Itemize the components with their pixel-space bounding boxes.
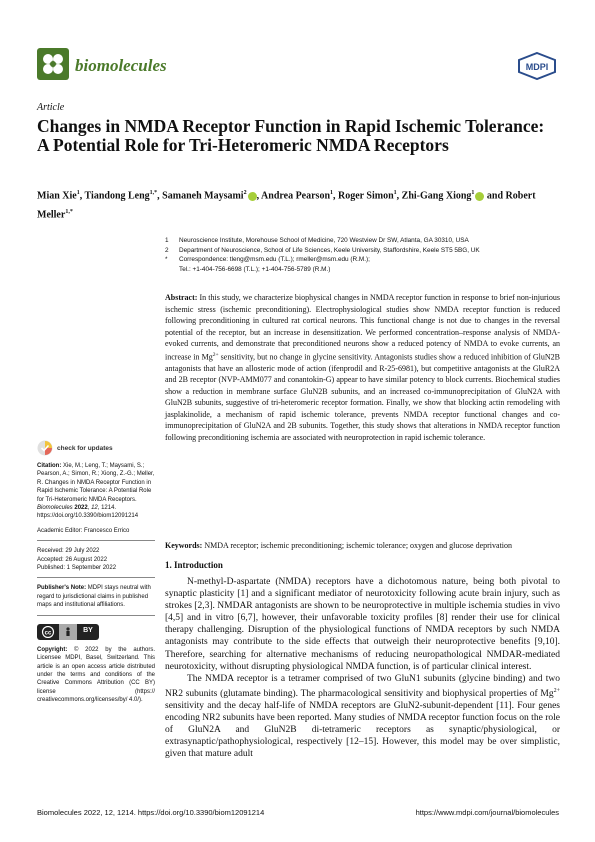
- cc-by-label: BY: [77, 624, 99, 640]
- page-footer: [37, 808, 559, 817]
- affiliation-row: [165, 246, 560, 256]
- affiliation-row: [165, 255, 560, 265]
- affiliation-row: [165, 236, 560, 246]
- author-affiliation-mark: 1: [76, 190, 80, 196]
- intro-p2-text-1: The NMDA receptor is a tetramer comprised of two GluN1 subunits (glycine binding) and two NR2 subunits (glutamate binding). The pharmacological sensitivity and biophysical properties of Mg: [165, 673, 560, 699]
- affiliation-mark: 2: [165, 246, 169, 254]
- abstract-label: Abstract:: [165, 293, 198, 302]
- keywords-label: Keywords:: [165, 541, 203, 550]
- sidebar-divider: [37, 615, 155, 616]
- footer-citation: Biomolecules 2022, 12, 1214. https://doi.org/10.3390/biom12091214: [37, 808, 265, 817]
- keywords-text: NMDA receptor; ischemic preconditioning; ischemic tolerance; oxygen and glucose deprivation: [204, 541, 513, 550]
- publishers-note: [37, 584, 155, 609]
- accepted-date: Accepted: 26 August 2022: [37, 556, 108, 563]
- author-affiliation-mark: 1,*: [65, 209, 73, 216]
- affiliations: [165, 236, 560, 274]
- journal-name: biomolecules: [75, 56, 167, 75]
- citation-year: 2022: [74, 505, 88, 512]
- attribution-icon: [59, 624, 77, 640]
- check-updates-icon: [37, 440, 53, 456]
- article-type: Article: [37, 102, 65, 113]
- intro-paragraph-1: N-methyl-D-aspartate (NMDA) receptors have a dichotomous nature, being both pivotal to synaptic plasticity [1] and a significant mediator of neurotoxicity following acute brain injury, such as strokes [2,3]. NMDAR antagonists are shown to be neuroprotective in multiple ischemia studies in vivo [4,5] and in vitro [6,7], however, their unfavorable toxicity profiles [8] render their use for clinical therapy challenging. Disruption of the physiological functions of NMDA receptors by such NMDA antagonists may contribute to the side effects that outweigh their neuroprotective benefits [9,10]. Therefore, searching for alternative mechanisms of reducing neuropathological NMDAR-mediated neurotoxicity, without disrupting physiological NMDA function, is of particular clinical interest.: [165, 577, 560, 672]
- citation-journal: Biomolecules: [37, 505, 73, 512]
- abstract-superscript: 2+: [212, 351, 219, 358]
- author-affiliation-mark: 2: [243, 190, 247, 196]
- svg-text:cc: cc: [44, 630, 52, 637]
- author-list: Mian Xie$^1$, Tiandong Leng$^{1,*}$, Samaneh Maysami$^2$ , Andrea Pearson$^1$, Roger Simon$^1$, Zhi-Gang Xiong$^1$ and Robert Meller$^{1,*}$: [37, 190, 536, 221]
- abstract: [165, 292, 560, 443]
- keywords: [165, 540, 560, 552]
- citation-label: Citation:: [37, 463, 62, 469]
- publishers-note-text: MDPI stays neutral with regard to jurisdictional claims in published maps and institutional affiliations.: [37, 585, 151, 609]
- creative-commons-icon: [37, 624, 59, 640]
- sidebar-divider: [37, 540, 155, 541]
- footer-url[interactable]: https://www.mdpi.com/journal/biomolecules: [415, 808, 559, 817]
- author-affiliation-mark: 1: [393, 190, 397, 196]
- copyright-text: © 2022 by the authors. Licensee MDPI, Basel, Switzerland. This article is an open access article distributed under the terms and conditions of the Creative Commons Attribution (CC BY) license (https:// creativecommons.org/licenses/by/ 4.0/).: [37, 646, 156, 704]
- citation-block: Citation: Xie, M.; Leng, T.; Maysami, S.; Pearson, A.; Simon, R.; Xiong, Z.-G.; Meller, R. Changes in NMDA Receptor Function in Rapid Ischemic Tolerance: A Potential Role for Tri-Heteromeric NMDA Receptors. Biomolecules 2022, 12, 1214. https://doi.org/10.3390/biom12091214: [37, 463, 155, 520]
- abstract-text-2: sensitivity, but no change in glycine sensitivity. Antagonists studies show a reduced inhibition of GluN2B antagonists that have an allosteric mode of action (ifenprodil and R-25-6981), but competitive antagonists at the GluR2A and 2B receptor (NVP-AMM077 and conantokin-G) appear to have similar potency to block currents. Biochemical studies show a reduction in membrane surface GluN2B subunits, and an increased co-immunoprecipitation of GluN2A with GluN2B subunits, suggestive of tri-heteromeric receptor formation. Finally, we show that blocking actin remodeling with jasplakinolide, a mechanism of rapid ischemic tolerance, prevents NMDA receptor functional changes and co-immunoprecipitation of GluN2A and 2B subunits. Together, this study shows that alterations in NMDA receptor function following preconditioning ischemia are associated with neuroprotection in rapid ischemic tolerance.: [165, 352, 560, 442]
- biomolecules-logo-icon: [37, 48, 69, 80]
- publishers-note-label: Publisher's Note:: [37, 585, 87, 592]
- intro-p2-superscript: 2+: [553, 687, 560, 694]
- affiliation-mark: [165, 265, 179, 275]
- check-updates-label: check for updates: [57, 444, 113, 452]
- cc-by-license-badge[interactable]: [37, 624, 155, 640]
- introduction-body: [165, 576, 560, 761]
- author-name[interactable]: Samaneh Maysami: [162, 190, 244, 202]
- orcid-icon[interactable]: [248, 192, 257, 201]
- sidebar: [37, 440, 155, 705]
- author-name[interactable]: Zhi-Gang Xiong: [401, 190, 472, 202]
- section-heading: 1. Introduction: [165, 560, 223, 570]
- affiliation-text: Tel.: +1-404-756-6698 (T.L.); +1-404-756-5789 (R.M.): [179, 265, 331, 273]
- affiliation-text: Correspondence: tleng@msm.edu (T.L.); rmeller@msm.edu (R.M.);: [179, 256, 370, 263]
- abstract-text-1: In this study, we characterize biophysical changes in NMDA receptor function in response to brief non-injurious ischemic stress (ischemic preconditioning). Electrophysiological studies show NMDA receptor function is reduced following preconditioning in cultured rat cortical neurons. This functional change is not due to changes in the reversal potential of the receptor, but an increase in desensitization. We performed concentration–response analysis of NMDA-evoked currents, and demonstrate that preconditioned neurons show a reduced potency of NMDA to evoke currents, an increase in Mg: [165, 293, 560, 362]
- affiliation-mark: *: [165, 256, 168, 263]
- author-affiliation-mark: 1,*: [149, 190, 158, 196]
- copyright-label: Copyright:: [37, 646, 68, 653]
- affiliation-text: Department of Neuroscience, School of Life Sciences, Keele University, Staffordshire, Keele ST5 5BG, UK: [179, 246, 480, 254]
- author-name[interactable]: Roger Simon: [338, 190, 394, 202]
- author-affiliation-mark: 1: [330, 190, 334, 196]
- received-date: Received: 29 July 2022: [37, 548, 100, 555]
- author-name[interactable]: Mian Xie: [37, 190, 77, 202]
- affiliation-row: [165, 265, 560, 275]
- citation-doi[interactable]: , 1214. https://doi.org/10.3390/biom12091214: [37, 505, 139, 520]
- publisher-name: MDPI: [525, 62, 549, 72]
- citation-text: Xie, M.; Leng, T.; Maysami, S.; Pearson, A.; Simon, R.; Xiong, Z.-G.; Meller, R. Changes in NMDA Receptor Function in Rapid Ischemic Tolerance: A Potential Role for Tri-Heteromeric NMDA Receptors.: [37, 463, 155, 503]
- author-name[interactable]: Robert Meller: [37, 190, 536, 221]
- article-title: Changes in NMDA Receptor Function in Rapid Ischemic Tolerance: A Potential Role for Tri-Heteromeric NMDA Receptors: [37, 116, 545, 155]
- mdpi-logo-icon: [517, 52, 557, 80]
- intro-p2-text-2: sensitivity and the decay half-life of NMDA receptors are GluN2-subunit-dependent [11]. Four genes encoding NR2 subunits have been reported. Many studies of NMDA receptor function focus on the role of GluN2A and GluN2B di-tetrameric receptors as synaptic/physiological, or extrasynaptic/pathophysiological, respectively [12–15]. However, this model may be over simplistic, given that mature adult: [165, 701, 560, 760]
- check-for-updates-button[interactable]: [37, 440, 155, 456]
- citation-volume: 12: [91, 505, 98, 512]
- affiliation-mark: 1: [165, 237, 169, 244]
- intro-paragraph-2: [165, 673, 560, 761]
- academic-editor: Academic Editor: Francesco Errico: [37, 527, 130, 534]
- author-name[interactable]: Tiandong Leng: [84, 190, 150, 202]
- orcid-icon[interactable]: [475, 192, 484, 201]
- author-affiliation-mark: 1: [471, 190, 475, 196]
- sidebar-divider: [37, 577, 155, 578]
- journal-header: [37, 48, 557, 84]
- affiliation-text: Neuroscience Institute, Morehouse School of Medicine, 720 Westview Dr SW, Atlanta, GA 30310, USA: [179, 237, 469, 244]
- copyright-block: [37, 646, 155, 705]
- published-date: Published: 1 September 2022: [37, 565, 117, 572]
- author-name[interactable]: Andrea Pearson: [261, 190, 331, 202]
